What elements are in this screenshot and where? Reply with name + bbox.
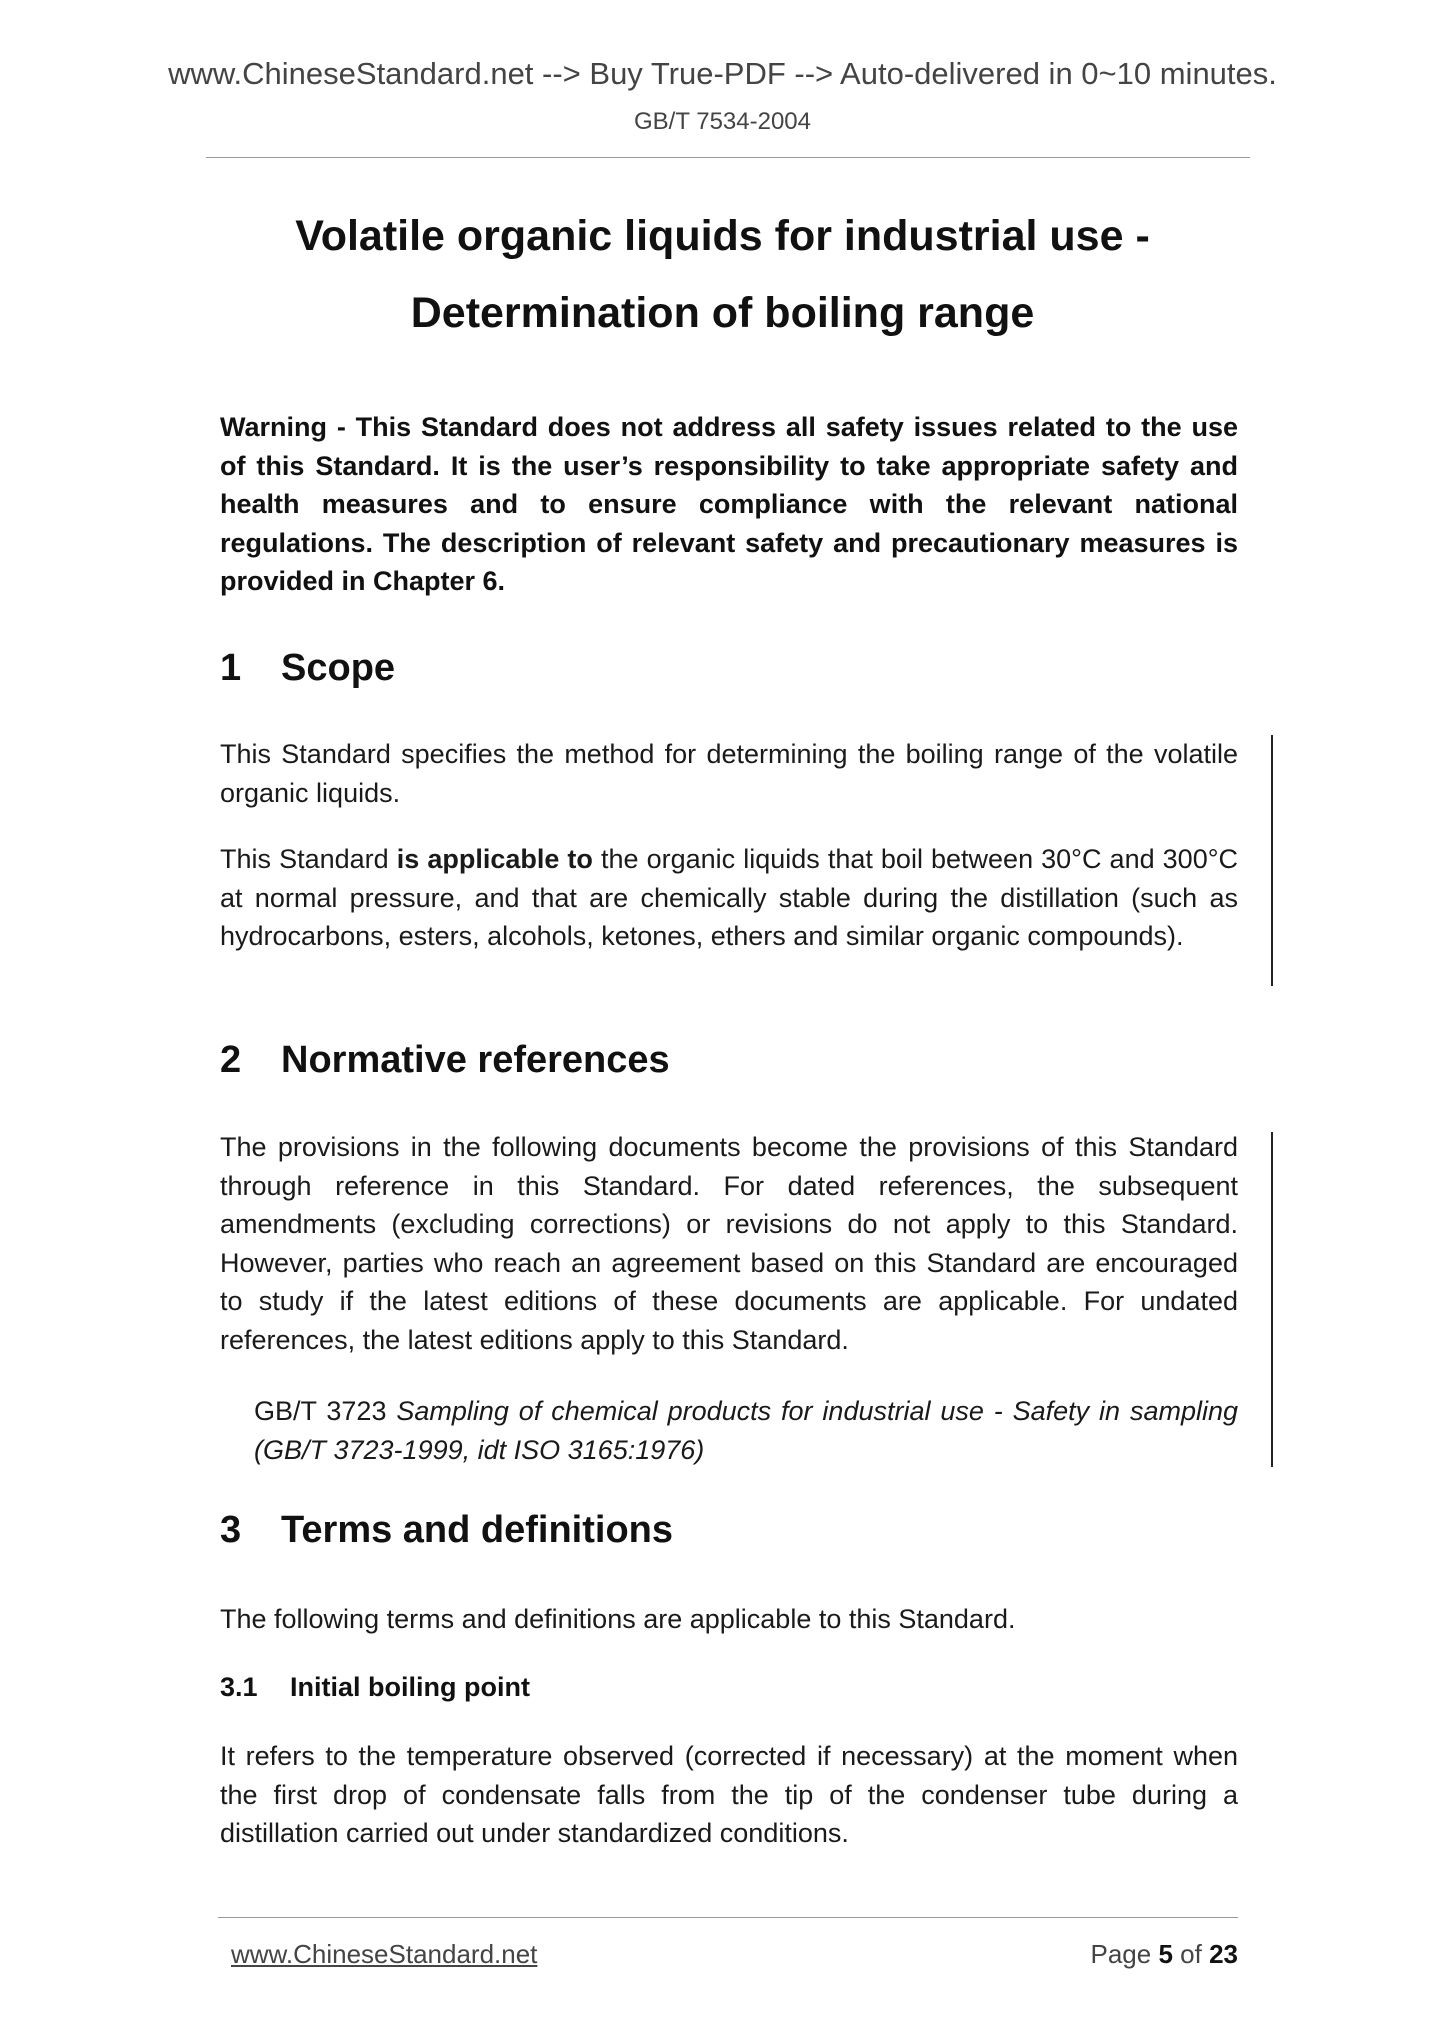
subsection-number: 3.1: [220, 1672, 258, 1702]
reference-title: Sampling of chemical products for industrial use - Safety in sampling (GB/T 3723-1999, idt ISO 3165:1976): [254, 1396, 1238, 1465]
change-bar: [1271, 735, 1273, 986]
section-number: 1: [220, 647, 242, 689]
scope-text: the organic liquids that boil between 30°C and 300°C at normal pressure, and that are chemically stable during the distillation (such as hydrocarbons, esters, alcohols, ketones, ethers and similar organic compounds).: [220, 844, 1239, 951]
definition-paragraph: It refers to the temperature observed (corrected if necessary) at the moment when the first drop of condensate falls from the tip of the condenser tube during a distillation carried out under standardized conditions.: [220, 1741, 1238, 1848]
reference-item: [254, 1392, 1238, 1469]
subsection-title: Initial boiling point: [290, 1672, 530, 1702]
section-title: Normative references: [281, 1039, 670, 1081]
page-indicator: [1090, 1939, 1238, 1970]
footer-site-link[interactable]: www.ChineseStandard.net: [231, 1939, 538, 1969]
page-of: of: [1180, 1939, 1202, 1969]
section-number: 3: [220, 1509, 242, 1551]
normative-paragraph: The provisions in the following documents become the provisions of this Standard through reference in this Standard. For dated references, the subsequent amendments (excluding corrections) or revisions do not apply to this Standard. However, parties who reach an agreement based on this Standard are encouraged to study if the latest editions of these documents are applicable. For undated references, the latest editions apply to this Standard.: [220, 1132, 1238, 1355]
section-heading-terms: [220, 1508, 673, 1552]
subsection-heading-initial-boiling-point: [220, 1668, 530, 1706]
header-divider: [206, 157, 1250, 158]
scope-text: This Standard: [220, 844, 397, 874]
terms-paragraph: The following terms and definitions are applicable to this Standard.: [220, 1604, 1016, 1634]
page-word: Page: [1090, 1939, 1152, 1969]
page-total: 23: [1209, 1939, 1238, 1969]
reference-code: GB/T 3723: [254, 1396, 387, 1426]
section-title: Terms and definitions: [281, 1509, 674, 1551]
page-current: 5: [1158, 1939, 1173, 1969]
scope-paragraph-2: [220, 840, 1238, 956]
scope-emphasis: is applicable to: [396, 844, 593, 874]
footer-divider: [218, 1917, 1238, 1918]
header-banner: www.ChineseStandard.net --> Buy True-PDF --> Auto-delivered in 0~10 minutes.: [168, 56, 1277, 91]
warning-paragraph: Warning - This Standard does not address all safety issues related to the use of this Standard. It is the user’s responsibility to take appropriate safety and health measures and to ensure compliance with the relevant national regulations. The description of relevant safety and precautionary measures is provided in Chapter 6.: [220, 412, 1238, 596]
scope-paragraph-1: This Standard specifies the method for determining the boiling range of the volatile organic liquids.: [220, 739, 1238, 808]
document-title: [0, 198, 1445, 352]
change-bar: [1271, 1132, 1273, 1467]
section-heading-scope: [220, 646, 395, 690]
section-title: Scope: [281, 647, 396, 689]
title-line-2: Determination of boiling range: [410, 289, 1035, 337]
section-number: 2: [220, 1039, 242, 1081]
title-line-1: Volatile organic liquids for industrial use -: [295, 212, 1150, 260]
standard-code: GB/T 7534-2004: [633, 108, 811, 135]
section-heading-normative: [220, 1038, 670, 1082]
